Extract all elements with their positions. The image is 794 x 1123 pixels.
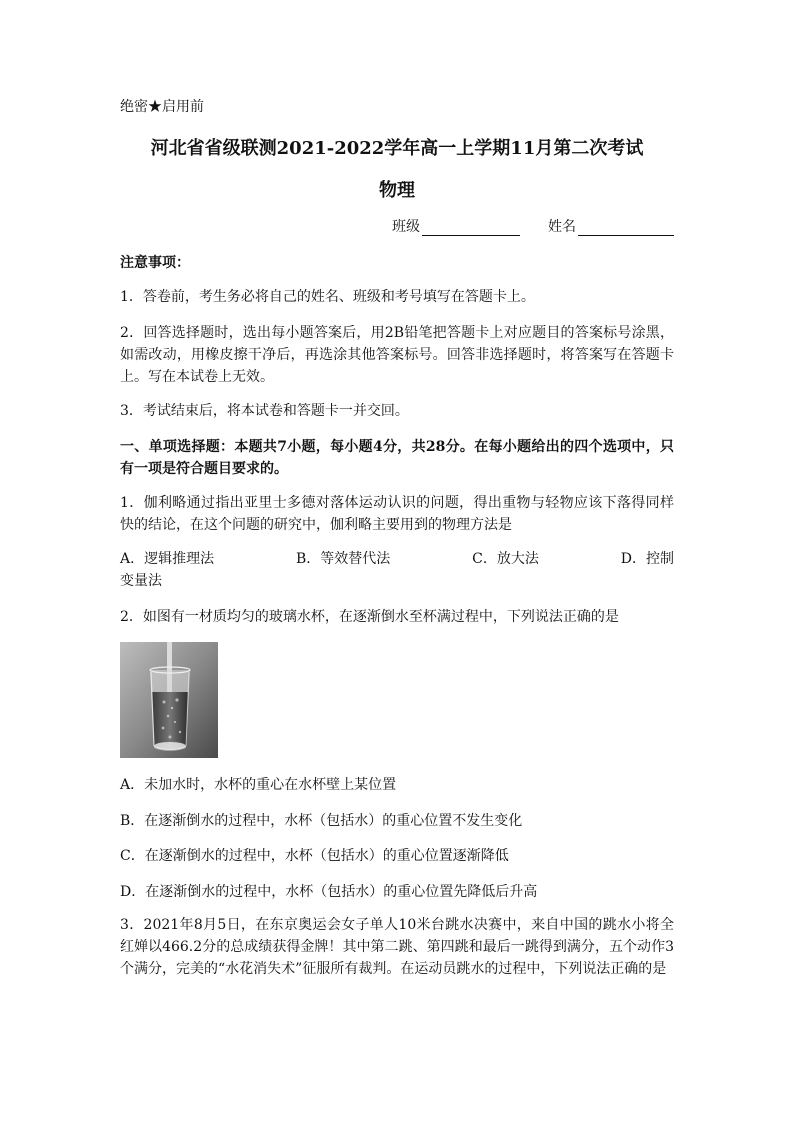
glass-of-water-icon <box>120 642 218 758</box>
subject-title: 物理 <box>379 180 415 201</box>
class-field <box>392 216 520 236</box>
class-label: 班级 <box>392 219 420 235</box>
question-1-stem: 1．伽利略通过指出亚里士多德对落体运动认识的问题，得出重物与轻物应该下落得同样快的结论，在这个问题的研究中，伽利略主要用到的物理方法是 <box>120 495 674 533</box>
question-2-option-d: D．在逐渐倒水的过程中，水杯（包括水）的重心位置先降低后升高 <box>120 884 538 900</box>
question-1-option-d-wrap: 变量法 <box>120 573 162 589</box>
notice-item-2: 2．回答选择题时，选出每小题答案后，用2B铅笔把答题卡上对应题目的答案标号涂黑，如需改动，用橡皮擦干净后，再选涂其他答案标号。回答非选择题时，将答案写在答题卡上。写在本试卷上无效。 <box>120 325 674 385</box>
question-1-option-d: D．控制 <box>620 551 674 567</box>
question-2-option-a: A．未加水时，水杯的重心在水杯壁上某位置 <box>120 777 397 793</box>
question-2-option-c: C．在逐渐倒水的过程中，水杯（包括水）的重心位置逐渐降低 <box>120 848 509 864</box>
question-2-stem: 2．如图有一材质均匀的玻璃水杯，在逐渐倒水至杯满过程中，下列说法正确的是 <box>120 609 619 625</box>
notice-item-1: 1．答卷前，考生务必将自己的姓名、班级和考号填写在答题卡上。 <box>120 289 535 305</box>
question-1-option-c: C．放大法 <box>472 551 539 567</box>
name-blank-line <box>578 219 674 236</box>
question-1-option-b: B．等效替代法 <box>296 551 391 567</box>
class-blank-line <box>422 219 520 236</box>
question-1-option-a: A．逻辑推理法 <box>120 551 215 567</box>
name-label: 姓名 <box>548 219 576 235</box>
notice-heading: 注意事项： <box>120 255 190 271</box>
confidential-mark: 绝密★启用前 <box>120 99 204 115</box>
section-one-heading: 一、单项选择题：本题共7小题，每小题4分，共28分。在每小题给出的四个选项中，只有一项是符合题目要求的。 <box>120 439 674 477</box>
student-info-fields <box>392 216 674 236</box>
question-3-stem: 3．2021年8月5日，在东京奥运会女子单人10米台跳水决赛中，来自中国的跳水小将全红婵以466.2分的总成绩获得金牌！其中第二跳、第四跳和最后一跳得到满分，五个动作3个满分，完美的“水花消失术”征服所有裁判。在运动员跳水的过程中，下列说法正确的是 <box>120 917 674 977</box>
question-1-options <box>120 548 674 592</box>
question-2-option-b: B．在逐渐倒水的过程中，水杯（包括水）的重心位置不发生变化 <box>120 813 523 829</box>
name-field <box>548 216 674 236</box>
exam-title: 河北省省级联测2021-2022学年高一上学期11月第二次考试 <box>150 138 644 159</box>
notice-item-3: 3．考试结束后，将本试卷和答题卡一并交回。 <box>120 403 409 419</box>
